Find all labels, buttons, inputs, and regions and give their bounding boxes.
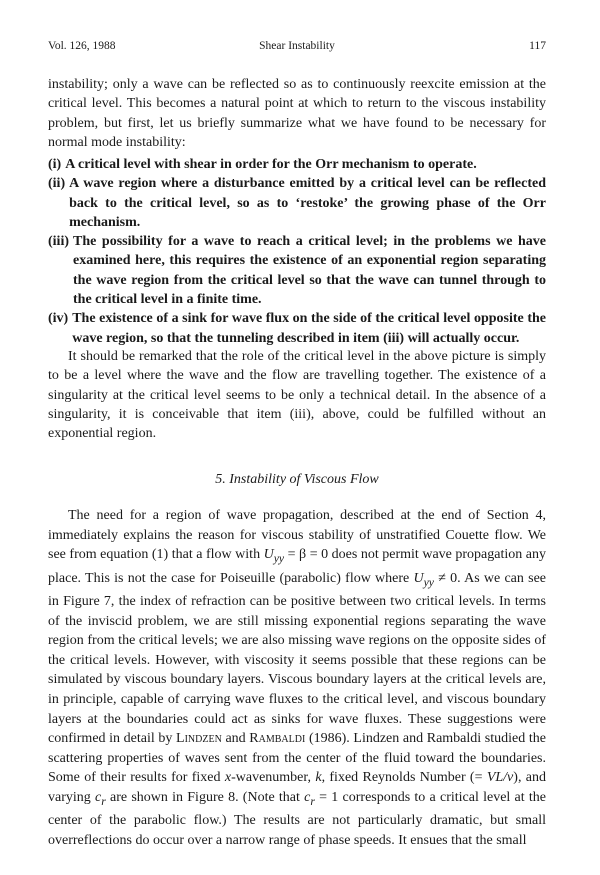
volume-label: Vol. 126, 1988 bbox=[48, 40, 116, 52]
page-number: 117 bbox=[529, 40, 546, 52]
math-symbol: x bbox=[224, 770, 232, 786]
math-text: ≠ 0. bbox=[433, 570, 461, 586]
text-run: does not permit wave propagation any place. This is not the case for Poiseuille (parabolic) flow where bbox=[48, 547, 547, 586]
paragraph-3 bbox=[48, 506, 546, 850]
math-expression: VL/ν bbox=[486, 770, 514, 786]
text-run: The need for a region of wave propagation, described at the end of Section 4, immediately explains the reason for viscous stability of unstratified Couette flow. We see from equation (1) that a flow with bbox=[48, 508, 546, 563]
author-name: Rambaldi bbox=[249, 731, 306, 747]
author-name: Lindzen bbox=[176, 731, 222, 747]
paragraph-1: instability; only a wave can be reflected so as to continuously reexcite emission at the critical level. This becomes a natural point at which to return to the viscous instability problem, but first, let us briefly summarize what we have found to be necessary for normal mode instability: bbox=[48, 77, 546, 150]
running-header bbox=[48, 40, 546, 58]
requirements-list bbox=[48, 155, 546, 348]
list-item bbox=[48, 232, 546, 309]
list-item bbox=[48, 309, 546, 348]
list-item-text: A wave region where a disturbance emitted by a critical level can be reflected back to the critical level, so as to ‘restoke’ the growing phase of the Orr mechanism. bbox=[69, 176, 546, 230]
text-run: , fixed Reynolds Number (= bbox=[321, 770, 487, 786]
text-run: are shown in Figure 8. (Note that bbox=[105, 789, 305, 805]
math-subscript: yy bbox=[423, 575, 434, 589]
text-run: = 1 corresponds to a critical level at the center of the parabolic flow.) The results are not particularly dramatic, but small overreflections do occur over a narrow range of phase speeds. It ensues that the small bbox=[48, 789, 546, 848]
list-item-number: (iii) bbox=[48, 234, 69, 250]
list-item-number: (i) bbox=[48, 157, 62, 172]
math-subscript: yy bbox=[273, 551, 285, 565]
math-subscript: r bbox=[310, 794, 315, 808]
text-run: -wavenumber, bbox=[231, 770, 316, 786]
list-item-text: The possibility for a wave to reach a critical level; in the problems we have examined here, this requires the existence of an exponential region separating the wave region from the critical level so that the wave can tunnel through to the critical level in a finite time. bbox=[73, 234, 546, 308]
math-subscript: r bbox=[101, 794, 106, 808]
math-symbol: U bbox=[263, 547, 274, 563]
text-run: As we can see in Figure 7, the index of refraction can be positive between two critical levels. In terms of the inviscid problem, we are still missing exponential regions separating the wave region from the critical levels; we are also missing wave regions on the opposite sides of the critical levels. However, with viscosity it seems possible that these regions can be simulated by viscous boundary layers. Viscous boundary layers at the critical levels are, in principle, capable of carrying wave fluxes to the critical level, and viscous boundary layers at the boundaries could act as sinks for wave fluxes. These suggestions were confirmed in detail by bbox=[48, 570, 546, 747]
list-item-text: A critical level with shear in order for the Orr mechanism to operate. bbox=[65, 157, 477, 172]
math-text: = β = 0 bbox=[284, 547, 329, 563]
text-run: and bbox=[221, 731, 250, 747]
list-item bbox=[48, 155, 546, 174]
list-item-number: (ii) bbox=[48, 176, 66, 192]
math-symbol: c bbox=[304, 789, 311, 805]
section-heading: 5. Instability of Viscous Flow bbox=[215, 472, 379, 487]
list-item-text: The existence of a sink for wave flux on the side of the critical level opposite the wave region, so that the tunneling described in item (iii) will actually occur. bbox=[72, 311, 546, 346]
math-symbol: c bbox=[95, 789, 102, 805]
math-symbol: U bbox=[413, 570, 424, 586]
text-run: ), and varying bbox=[48, 770, 546, 805]
list-item-number: (iv) bbox=[48, 311, 69, 327]
math-symbol: k bbox=[315, 770, 322, 786]
list-item bbox=[48, 174, 546, 232]
text-run: (1986). Lindzen and Rambaldi studied the scattering properties of waves sent from the center of the fluid toward the boundaries. Some of their results for fixed bbox=[48, 731, 546, 786]
running-title: Shear Instability bbox=[259, 40, 335, 52]
paragraph-2: It should be remarked that the role of the critical level in the above picture is simply to be a level where the wave and the flow are travelling together. The existence of a singularity at the critical level seems to be only a technical detail. In the absence of a singularity, it is conceivable that item (iii), above, could be fulfilled without an exponential region. bbox=[48, 349, 546, 442]
